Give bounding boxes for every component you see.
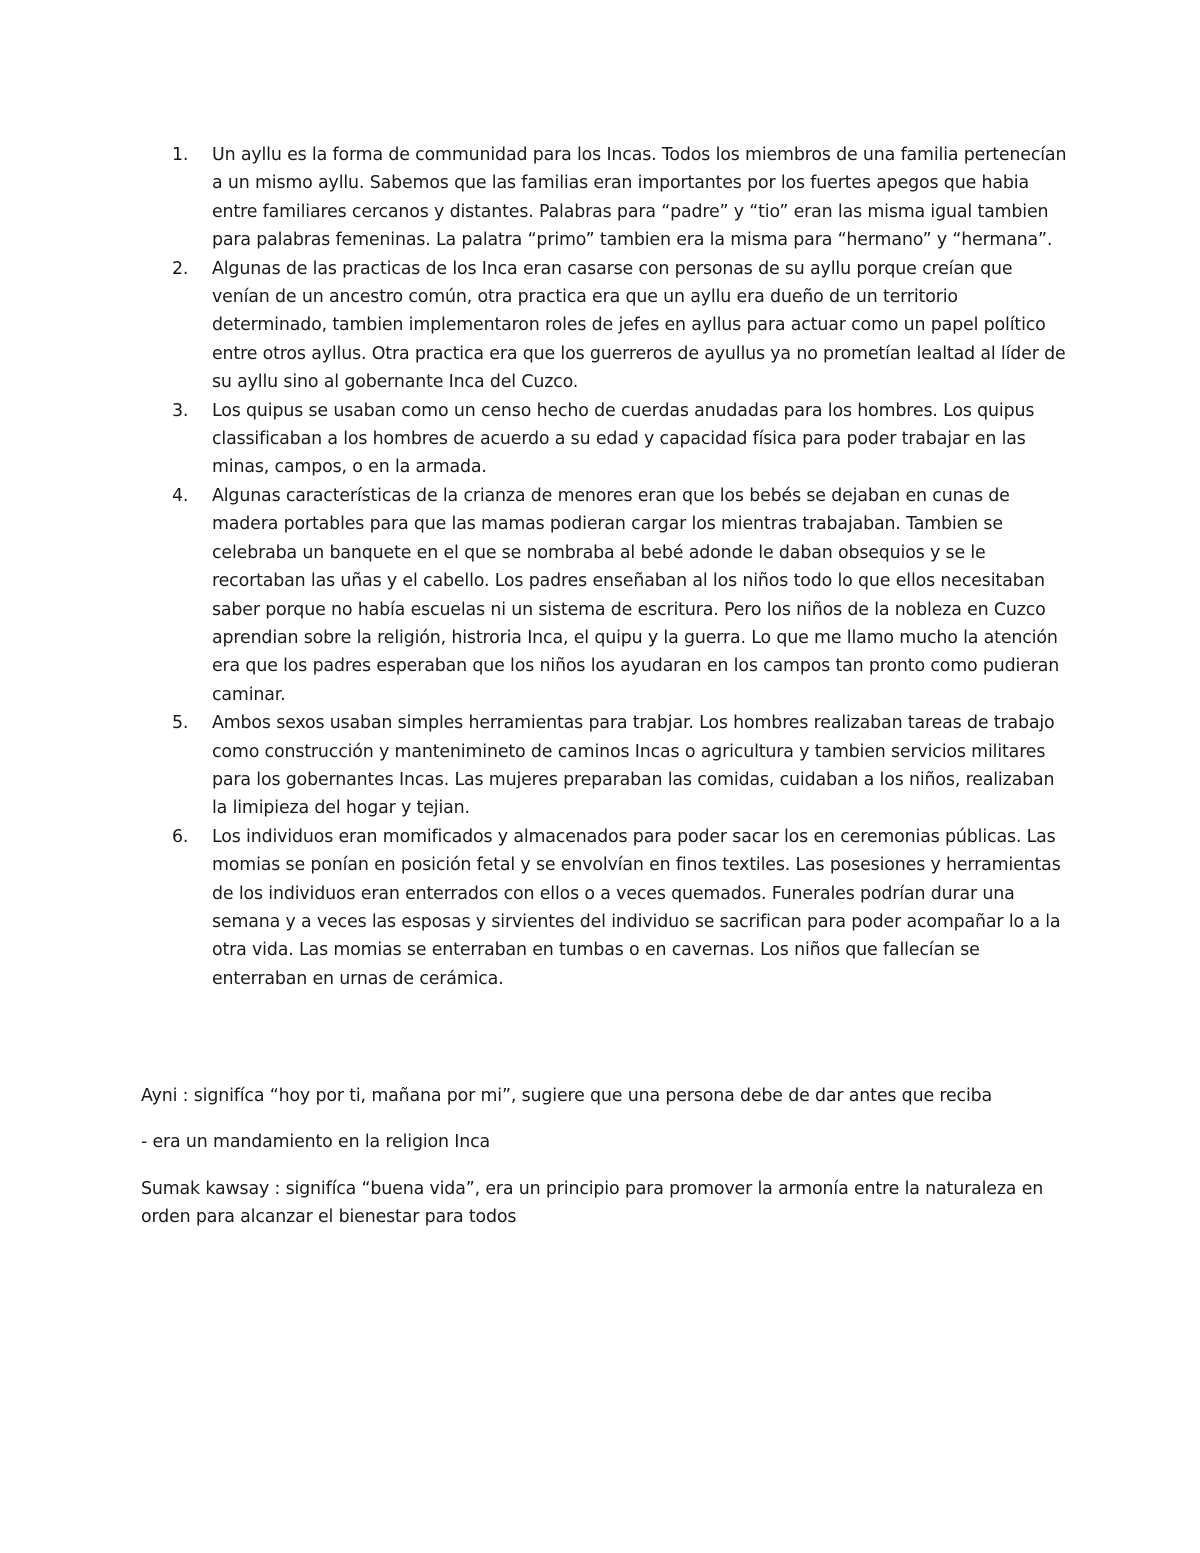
definitions-section: [141, 1082, 1071, 1250]
list-text: Los quipus se usaban como un censo hecho de cuerdas anudadas para los hombres. Los quipus classificaban a los hombres de acuerdo a su edad y capacidad física para poder trabajar en las minas, campos, o en la armada.: [212, 400, 1035, 478]
list-item: [0, 709, 1070, 823]
ayni-note: - era un mandamiento en la religion Inca: [141, 1132, 491, 1153]
list-number: 1.: [172, 145, 189, 165]
list-text: Ambos sexos usaban simples herramientas para trabjar. Los hombres realizaban tareas de trabajo como construcción y mantenimineto de caminos Incas o agricultura y tambien servicios militares para los gobernantes Incas. Las mujeres preparaban las comidas, cuidaban a los niños, realizaban la limipieza del hogar y tejian.: [212, 713, 1055, 819]
sumak-kawsay-definition: Sumak kawsay : signifíca “buena vida”, era un principio para promover la armonía entre la naturaleza en orden para alcanzar el bienestar para todos: [141, 1178, 1044, 1228]
list-number: 6.: [172, 826, 189, 847]
list-item: [0, 482, 1070, 709]
list-number: 5.: [172, 713, 189, 734]
ayni-definition: Ayni : signifíca “hoy por ti, mañana por mi”, sugiere que una persona debe de dar antes que reciba: [141, 1086, 993, 1106]
list-number: 3.: [172, 400, 189, 421]
numbered-list: [0, 141, 1200, 993]
list-item: [0, 255, 1070, 397]
list-number: 4.: [172, 485, 189, 506]
list-item: [0, 397, 1070, 482]
list-item: [0, 141, 1070, 255]
list-text: Los individuos eran momificados y almacenados para poder sacar los en ceremonias públicas. Las momias se ponían en posición fetal y se envolvían en finos textiles. Las posesiones y herramientas de los individuos eran enterrados con ellos o a veces quemados. Funerales podrían durar una semana y a veces las esposas y sirvientes del individuo se sacrifican para poder acompañar lo a la otra vida. Las momias se enterraban en tumbas o en cavernas. Los niños que fallecían se enterraban en urnas de cerámica.: [212, 826, 1061, 989]
list-text: Algunas características de la crianza de menores eran que los bebés se dejaban en cunas de madera portables para que las mamas podieran cargar los mientras trabajaban. Tambien se celebraba un banquete en el que se nombraba al bebé adonde le daban obsequios y se le recortaban las uñas y el cabello. Los padres enseñaban al los niños todo lo que ellos necesitaban saber porque no había escuelas ni un sistema de escritura. Pero los niños de la nobleza en Cuzco aprendian sobre la religión, histroria Inca, el quipu y la guerra. Lo que me llamo mucho la atención era que los padres esperaban que los niños los ayudaran en los campos tan pronto como pudieran caminar.: [212, 485, 1060, 705]
list-number: 2.: [172, 258, 189, 279]
list-text: Un ayllu es la forma de communidad para los Incas. Todos los miembros de una familia pertenecían a un mismo ayllu. Sabemos que las familias eran importantes por los fuertes apegos que habia entre familiares cercanos y distantes. Palabras para “padre” y “tio” eran las misma igual tambien para palabras femeninas. La palatra “primo” tambien era la misma para “hermano” y “hermana”.: [212, 145, 1067, 251]
list-item: [0, 823, 1070, 993]
list-text: Algunas de las practicas de los Inca eran casarse con personas de su ayllu porque creían que venían de un ancestro común, otra practica era que un ayllu era dueño de un territorio determinado, tambien implementaron roles de jefes en ayllus para actuar como un papel político entre otros ayllus. Otra practica era que los guerreros de ayullus ya no prometían lealtad al líder de su ayllu sino al gobernante Inca del Cuzco.: [212, 258, 1066, 393]
